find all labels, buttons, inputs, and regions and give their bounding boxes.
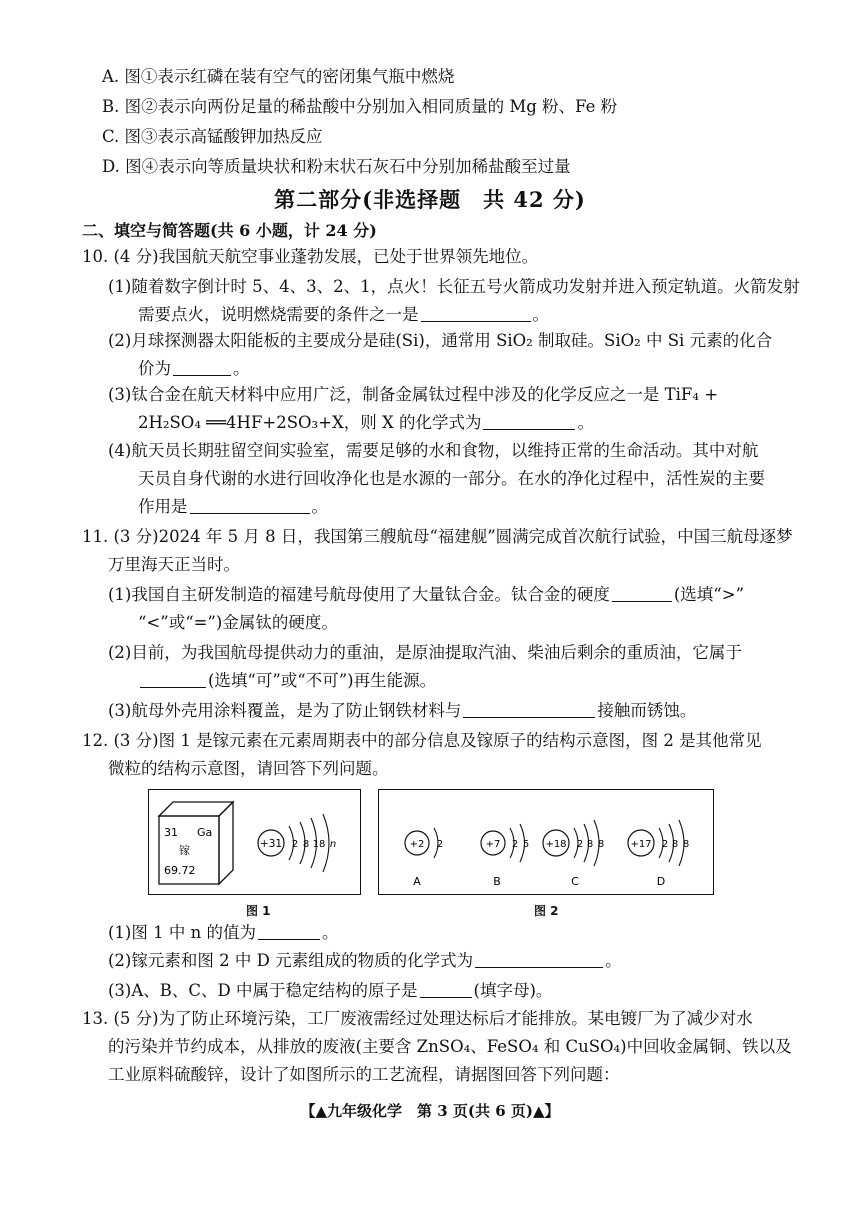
page-footer: 【▲九年级化学 第 3 页(共 6 页)▲】 [300,1102,560,1120]
svg-text:+7: +7 [485,839,501,850]
particle-c [543,820,604,888]
q10-p1a: (1)随着数字倒计时 5、4、3、2、1，点火！长征五号火箭成功发射并进入预定轨道。火箭发射 [108,277,800,296]
q10-p3b: 2H₂SO₄ ══4HF+2SO₃+X，则 X 的化学式为 。 [138,413,594,432]
figure-2 [378,789,714,895]
answer-blank[interactable] [190,497,310,514]
section-title: 二、填空与简答题(共 6 小题，计 24 分) [82,221,377,240]
atomic-number: 31 [164,826,178,839]
element-name: 镓 [179,844,190,857]
shell-2: 8 [302,839,310,850]
option-a: A. 图①表示红磷在装有空气的密闭集气瓶中燃烧 [102,67,455,86]
q12-p1: (1)图 1 中 n 的值为 。 [108,923,339,942]
svg-text:8: 8 [671,839,679,850]
q11-p1a: (1)我国自主研发制造的福建号航母使用了大量钛合金。钛合金的硬度 (选填“>” [108,585,745,604]
q10-p3a: (3)钛合金在航天材料中应用广泛，制备金属钛过程中涉及的化学反应之一是 TiF₄ + [108,385,719,404]
answer-blank[interactable] [420,981,472,998]
q11-stem1: 11. (3 分)2024 年 5 月 8 日，我国第三艘航母“福建舰”圆满完成首次航行试验，中国三航母逐梦 [82,527,793,546]
svg-text:A: A [413,875,421,888]
figure-1 [148,789,361,895]
nucleus-charge: +31 [259,838,283,850]
q13-line3: 工业原料硫酸锌，设计了如图所示的工艺流程，请据图回答下列问题： [108,1065,620,1084]
q10-p4a: (4)航天员长期驻留空间实验室，需要足够的水和食物，以维持正常的生命活动。其中对航 [108,441,759,460]
answer-blank[interactable] [173,359,231,376]
svg-text:B: B [493,875,501,888]
q10-p4b: 天员自身代谢的水进行回收净化也是水源的一部分。在水的净化过程中，活性炭的主要 [138,469,765,488]
q13-line2: 的污染并节约成本，从排放的废液(主要含 ZnSO₄、FeSO₄ 和 CuSO₄)中回收金属铜、铁以及 [108,1037,792,1056]
svg-text:8: 8 [586,839,594,850]
answer-blank[interactable] [258,923,320,940]
q10-p2a: (2)月球探测器太阳能板的主要成分是硅(Si)，通常用 SiO₂ 制取硅。SiO₂ 中 Si 元素的化合 [108,331,773,350]
answer-blank[interactable] [463,701,595,718]
q11-p2b: (选填“可”或“不可”)再生能源。 [138,670,436,692]
figure-1-caption: 图 1 [246,904,271,918]
part2-title: 第二部分(非选择题 共 42 分) [274,187,586,212]
svg-text:8: 8 [597,839,605,850]
q12-p2: (2)镓元素和图 2 中 D 元素组成的物质的化学式为 。 [108,951,622,970]
option-c: C. 图③表示高锰酸钾加热反应 [102,127,323,146]
q12-stem1: 12. (3 分)图 1 是镓元素在元素周期表中的部分信息及镓原子的结构示意图，图 2 是其他常见 [82,731,762,750]
svg-text:2: 2 [661,839,669,850]
shell-3: 18 [312,839,326,850]
figure-2-caption: 图 2 [534,904,559,918]
atomic-mass: 69.72 [164,864,196,877]
option-b: B. 图②表示向两份足量的稀盐酸中分别加入相同质量的 Mg 粉、Fe 粉 [102,97,618,116]
q11-p1b: “<”或“=”)金属钛的硬度。 [138,613,338,632]
shell-1: 2 [291,839,299,850]
gallium-diagram [149,790,360,894]
q11-p2a: (2)目前，为我国航母提供动力的重油，是原油提取汽油、柴油后剩余的重质油，它属于 [108,643,742,662]
answer-blank[interactable] [140,671,206,688]
svg-text:8: 8 [682,839,690,850]
q11-stem2: 万里海天正当时。 [108,555,240,574]
q10-p4c: 作用是 。 [138,497,328,516]
particle-a [405,828,443,888]
q12-stem2: 微粒的结构示意图，请回答下列问题。 [108,759,389,778]
svg-text:+18: +18 [545,839,567,850]
particle-b [481,824,529,888]
svg-text:2: 2 [576,839,584,850]
q10-p2b: 价为 。 [138,359,250,378]
svg-text:5: 5 [522,839,530,850]
svg-text:D: D [656,875,666,888]
shell-4: n [329,839,337,850]
option-d: D. 图④表示向等质量块状和粉末状石灰石中分别加稀盐酸至过量 [102,157,571,176]
svg-text:2: 2 [436,839,444,850]
q12-p3: (3)A、B、C、D 中属于稳定结构的原子是 (填字母)。 [108,981,553,1000]
particle-diagrams [379,790,713,894]
particle-d [628,820,689,888]
q10-p1b: 需要点火，说明燃烧需要的条件之一是 。 [138,305,549,324]
svg-text:+2: +2 [409,839,425,850]
svg-text:2: 2 [511,839,519,850]
svg-text:C: C [571,875,579,888]
q13-line1: 13. (5 分)为了防止环境污染，工厂废液需经过处理达标后才能排放。某电镀厂为了减少对水 [82,1009,753,1028]
answer-blank[interactable] [483,413,575,430]
answer-blank[interactable] [421,305,531,322]
q11-p3: (3)航母外壳用涂料覆盖，是为了防止钢铁材料与 接触而锈蚀。 [108,701,697,720]
answer-blank[interactable] [475,951,603,968]
svg-text:+17: +17 [630,839,652,850]
element-symbol: Ga [197,826,213,839]
q10-stem: 10. (4 分)我国航天航空事业蓬勃发展，已处于世界领先地位。 [82,247,539,266]
answer-blank[interactable] [612,585,672,602]
